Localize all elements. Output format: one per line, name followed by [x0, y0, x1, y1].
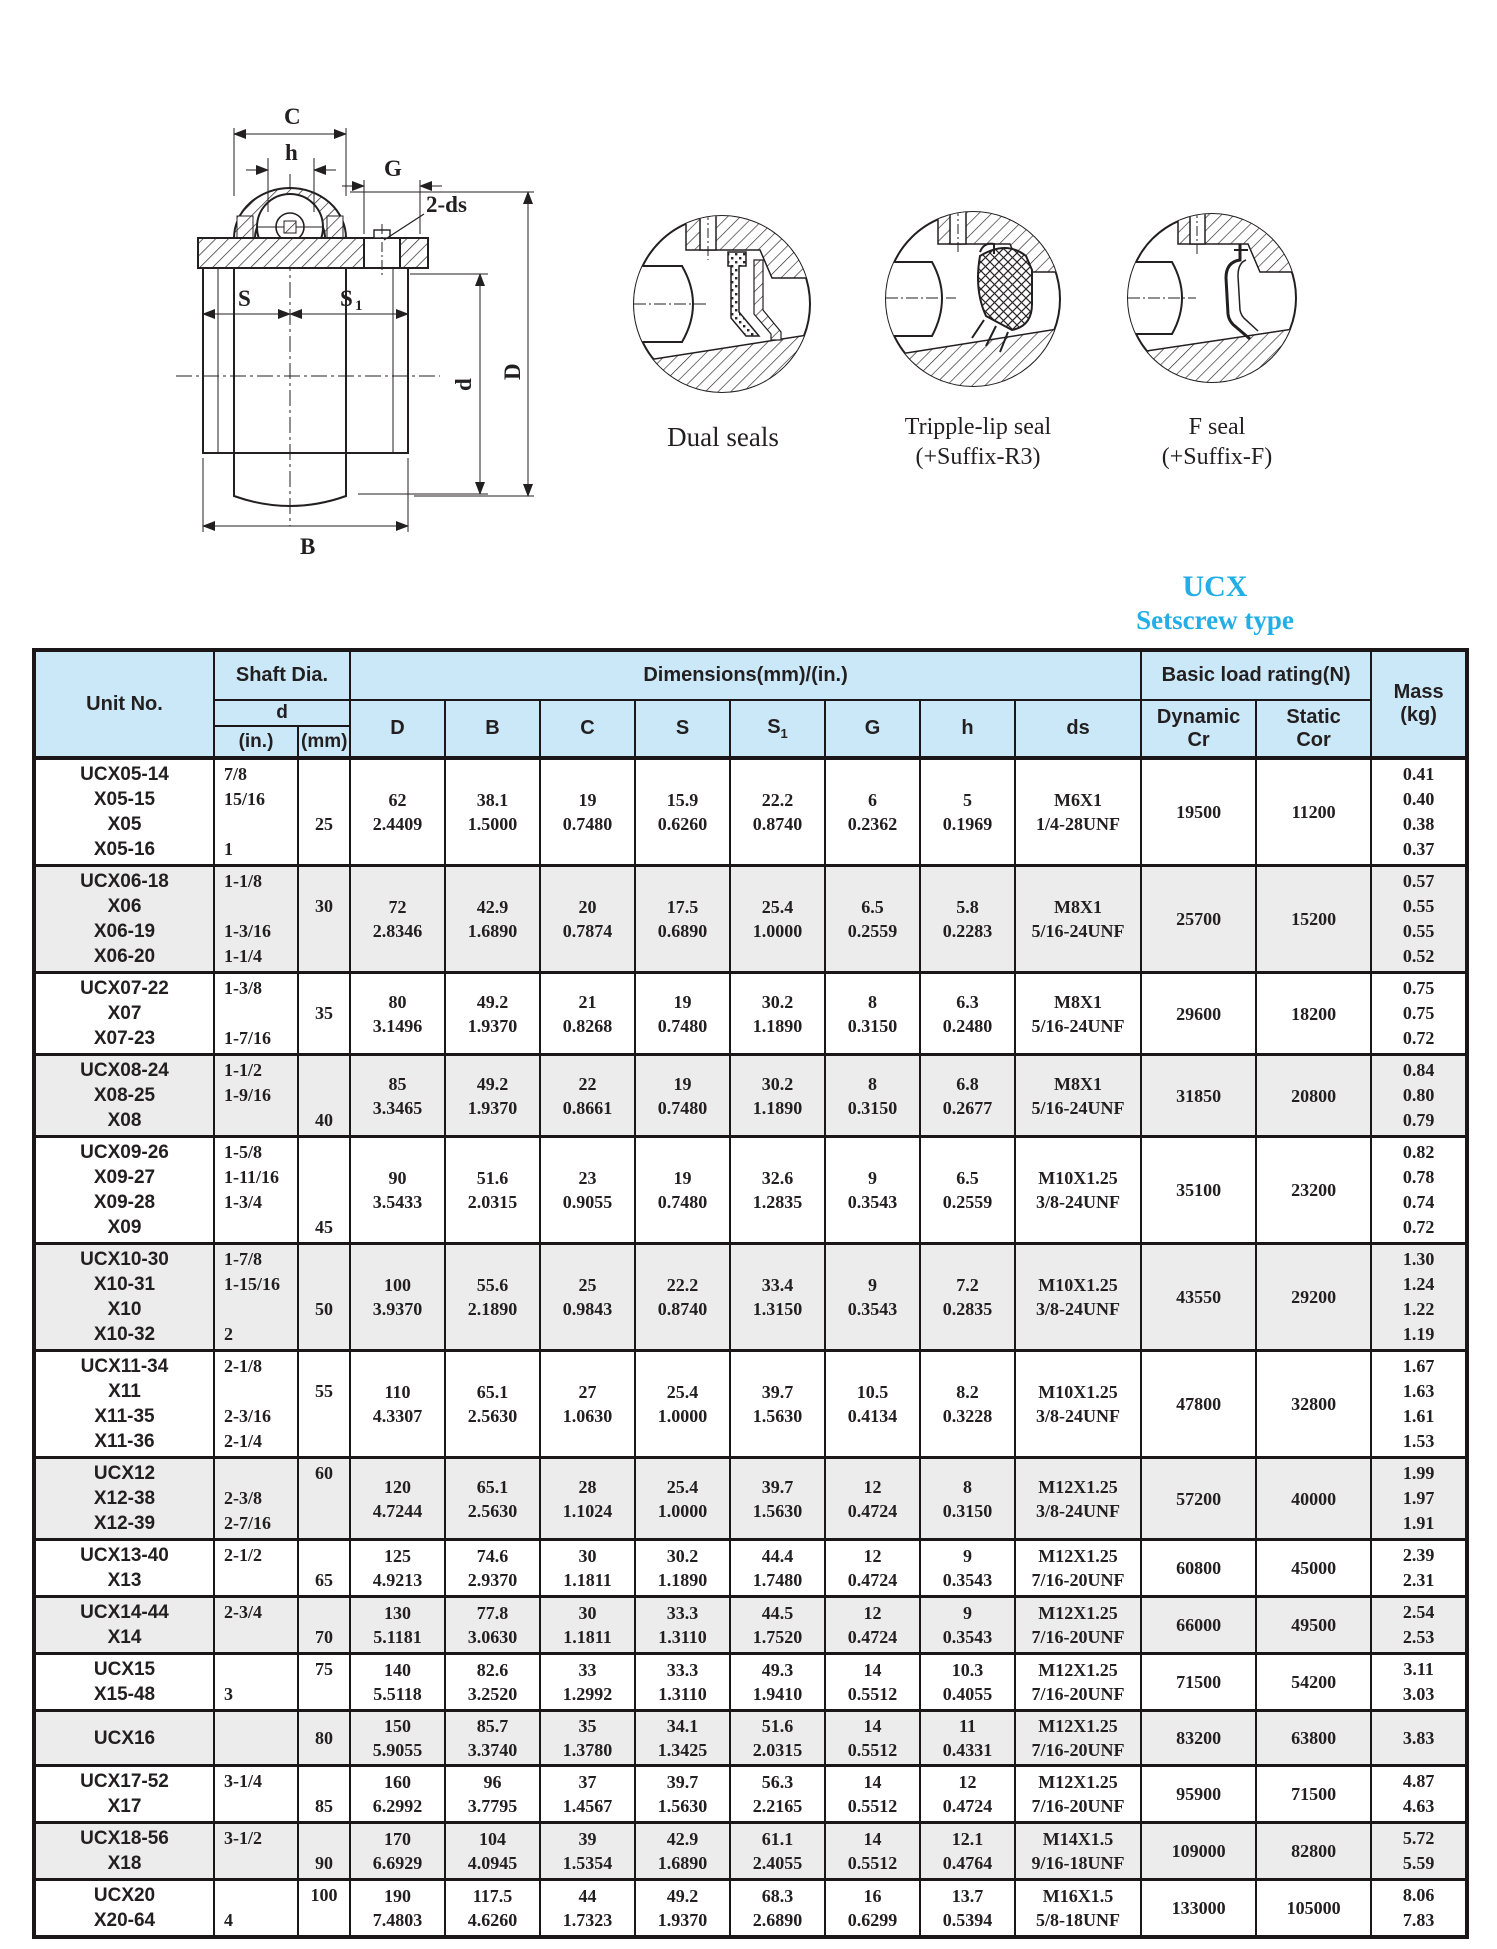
series-subtitle: Setscrew type — [1136, 605, 1294, 635]
dim-G-cell: 12 0.4724 — [825, 1540, 920, 1597]
dim-C-cell: 21 0.8268 — [540, 973, 635, 1055]
dim-S1-cell: 44.4 1.7480 — [730, 1540, 825, 1597]
f-seal-diagram — [1124, 210, 1300, 386]
dim-label-d: d — [451, 378, 476, 391]
dim-C-cell: 44 1.7323 — [540, 1880, 635, 1938]
dim-h-cell: 13.7 0.5394 — [920, 1880, 1015, 1938]
dim-h-cell: 7.2 0.2835 — [920, 1244, 1015, 1351]
col-dynamic-cr-header: Dynamic Cr — [1141, 700, 1256, 758]
mass-cell: 1.99 1.97 1.91 — [1371, 1458, 1467, 1540]
d-header: d — [214, 700, 350, 726]
shaft-dia-in-cell: 3-1/4 — [214, 1766, 298, 1823]
unit-no-cell: UCX09-26 X09-27 X09-28 X09 — [34, 1137, 214, 1244]
mass-cell: 0.57 0.55 0.55 0.52 — [1371, 866, 1467, 973]
shaft-dia-mm-cell: 25 — [298, 758, 350, 866]
dynamic-cr-cell: 43550 — [1141, 1244, 1256, 1351]
dim-C-cell: 35 1.3780 — [540, 1711, 635, 1766]
dim-label-S: S — [238, 286, 251, 311]
dim-label-h: h — [285, 140, 298, 165]
dim-S1-cell: 68.3 2.6890 — [730, 1880, 825, 1938]
dim-B-cell: 42.9 1.6890 — [445, 866, 540, 973]
dim-D-cell: 150 5.9055 — [350, 1711, 445, 1766]
dim-B-cell: 51.6 2.0315 — [445, 1137, 540, 1244]
dim-S-cell: 42.9 1.6890 — [635, 1823, 730, 1880]
dimensions-header: Dimensions(mm)/(in.) — [350, 650, 1141, 700]
unit-no-header: Unit No. — [34, 650, 214, 758]
dim-h-cell: 6.5 0.2559 — [920, 1137, 1015, 1244]
static-cor-cell: 105000 — [1256, 1880, 1371, 1938]
dim-ds-cell: M12X1.25 3/8-24UNF — [1015, 1458, 1141, 1540]
tripple-lip-seal-caption — [858, 412, 1098, 472]
dim-S-cell: 25.4 1.0000 — [635, 1351, 730, 1458]
dim-ds-cell: M8X1 5/16-24UNF — [1015, 866, 1141, 973]
dim-ds-cell: M12X1.25 7/16-20UNF — [1015, 1711, 1141, 1766]
table-row — [34, 1458, 1467, 1540]
dim-S-cell: 39.7 1.5630 — [635, 1766, 730, 1823]
mass-cell: 0.75 0.75 0.72 — [1371, 973, 1467, 1055]
dim-B-cell: 65.1 2.5630 — [445, 1351, 540, 1458]
shaft-dia-in-cell: 1-5/8 1-11/16 1-3/4 — [214, 1137, 298, 1244]
dim-S1-cell: 30.2 1.1890 — [730, 973, 825, 1055]
dim-label-D: D — [500, 363, 525, 380]
dim-S1-cell: 32.6 1.2835 — [730, 1137, 825, 1244]
shaft-dia-in-cell: 4 — [214, 1880, 298, 1938]
dim-ds-cell: M6X1 1/4-28UNF — [1015, 758, 1141, 866]
dim-ds-cell: M10X1.25 3/8-24UNF — [1015, 1244, 1141, 1351]
dim-D-cell: 80 3.1496 — [350, 973, 445, 1055]
dim-B-cell: 104 4.0945 — [445, 1823, 540, 1880]
static-cor-cell: 15200 — [1256, 866, 1371, 973]
mass-cell: 5.72 5.59 — [1371, 1823, 1467, 1880]
unit-no-cell: UCX08-24 X08-25 X08 — [34, 1055, 214, 1137]
dim-C-cell: 20 0.7874 — [540, 866, 635, 973]
dim-G-cell: 12 0.4724 — [825, 1458, 920, 1540]
tripple-lip-seal-diagram — [882, 208, 1064, 390]
dynamic-cr-cell: 83200 — [1141, 1711, 1256, 1766]
dim-G-cell: 6.5 0.2559 — [825, 866, 920, 973]
dim-S-cell: 25.4 1.0000 — [635, 1458, 730, 1540]
unit-no-cell: UCX10-30 X10-31 X10 X10-32 — [34, 1244, 214, 1351]
dynamic-cr-cell: 47800 — [1141, 1351, 1256, 1458]
dim-D-cell: 160 6.2992 — [350, 1766, 445, 1823]
dim-S-cell: 19 0.7480 — [635, 1055, 730, 1137]
unit-no-cell: UCX14-44 X14 — [34, 1597, 214, 1654]
shaft-dia-mm-cell: 70 — [298, 1597, 350, 1654]
dim-G-cell: 8 0.3150 — [825, 1055, 920, 1137]
table-row — [34, 1137, 1467, 1244]
shaft-dia-mm-cell: 40 — [298, 1055, 350, 1137]
table-row — [34, 1055, 1467, 1137]
shaft-dia-mm-cell: 30 — [298, 866, 350, 973]
table-row — [34, 1880, 1467, 1938]
bearing-cross-section-drawing — [128, 46, 568, 566]
dim-label-B: B — [300, 534, 316, 559]
dim-S1-cell: 56.3 2.2165 — [730, 1766, 825, 1823]
dynamic-cr-cell: 35100 — [1141, 1137, 1256, 1244]
shaft-dia-in-cell: 7/8 15/16 1 — [214, 758, 298, 866]
dim-S-cell: 19 0.7480 — [635, 973, 730, 1055]
static-cor-cell: 32800 — [1256, 1351, 1371, 1458]
dim-h-cell: 11 0.4331 — [920, 1711, 1015, 1766]
static-cor-cell: 82800 — [1256, 1823, 1371, 1880]
dim-G-cell: 9 0.3543 — [825, 1244, 920, 1351]
dim-D-cell: 125 4.9213 — [350, 1540, 445, 1597]
table-row — [34, 758, 1467, 866]
col-G-header: G — [825, 700, 920, 758]
dynamic-cr-cell: 66000 — [1141, 1597, 1256, 1654]
dynamic-cr-cell: 25700 — [1141, 866, 1256, 973]
static-cor-cell: 63800 — [1256, 1711, 1371, 1766]
shaft-dia-mm-cell: 75 — [298, 1654, 350, 1711]
dim-label-S1-sub: 1 — [355, 298, 363, 314]
dim-G-cell: 14 0.5512 — [825, 1823, 920, 1880]
seal-caption-line: Dual seals — [667, 422, 779, 452]
unit-no-cell: UCX06-18 X06 X06-19 X06-20 — [34, 866, 214, 973]
dim-S-cell: 30.2 1.1890 — [635, 1540, 730, 1597]
mass-cell: 3.83 — [1371, 1711, 1467, 1766]
dynamic-cr-cell: 60800 — [1141, 1540, 1256, 1597]
shaft-dia-mm-cell: 45 — [298, 1137, 350, 1244]
dynamic-cr-cell: 71500 — [1141, 1654, 1256, 1711]
dim-label-S1: S — [340, 286, 353, 311]
shaft-dia-in-cell: 1-3/8 1-7/16 — [214, 973, 298, 1055]
dim-S-cell: 19 0.7480 — [635, 1137, 730, 1244]
seal-caption-line: (+Suffix-F) — [1161, 444, 1273, 470]
static-cor-cell: 18200 — [1256, 973, 1371, 1055]
shaft-dia-in-cell: 2-3/8 2-7/16 — [214, 1458, 298, 1540]
table-row — [34, 1351, 1467, 1458]
dim-D-cell: 85 3.3465 — [350, 1055, 445, 1137]
mass-cell: 2.39 2.31 — [1371, 1540, 1467, 1597]
dim-S1-cell: 33.4 1.3150 — [730, 1244, 825, 1351]
mass-cell: 4.87 4.63 — [1371, 1766, 1467, 1823]
dim-D-cell: 130 5.1181 — [350, 1597, 445, 1654]
dim-h-cell: 12 0.4724 — [920, 1766, 1015, 1823]
dim-C-cell: 25 0.9843 — [540, 1244, 635, 1351]
dim-G-cell: 12 0.4724 — [825, 1597, 920, 1654]
seal-caption-line: Tripple-lip seal — [904, 414, 1052, 440]
dim-ds-cell: M12X1.25 7/16-20UNF — [1015, 1597, 1141, 1654]
shaft-dia-in-cell: 1-7/8 1-15/16 2 — [214, 1244, 298, 1351]
dim-B-cell: 65.1 2.5630 — [445, 1458, 540, 1540]
shaft-dia-in-cell: 3 — [214, 1654, 298, 1711]
mass-cell: 0.41 0.40 0.38 0.37 — [1371, 758, 1467, 866]
shaft-dia-mm-cell: 60 — [298, 1458, 350, 1540]
dim-label-2ds: 2-ds — [426, 192, 467, 217]
dim-D-cell: 120 4.7244 — [350, 1458, 445, 1540]
dim-C-cell: 37 1.4567 — [540, 1766, 635, 1823]
table-row — [34, 1540, 1467, 1597]
static-cor-cell: 54200 — [1256, 1654, 1371, 1711]
dynamic-cr-cell: 109000 — [1141, 1823, 1256, 1880]
unit-no-cell: UCX18-56 X18 — [34, 1823, 214, 1880]
dim-D-cell: 140 5.5118 — [350, 1654, 445, 1711]
dim-G-cell: 16 0.6299 — [825, 1880, 920, 1938]
dim-ds-cell: M10X1.25 3/8-24UNF — [1015, 1351, 1141, 1458]
dim-D-cell: 110 4.3307 — [350, 1351, 445, 1458]
mass-cell: 0.84 0.80 0.79 — [1371, 1055, 1467, 1137]
dim-G-cell: 14 0.5512 — [825, 1766, 920, 1823]
dim-B-cell: 49.2 1.9370 — [445, 973, 540, 1055]
dim-D-cell: 90 3.5433 — [350, 1137, 445, 1244]
dim-G-cell: 14 0.5512 — [825, 1654, 920, 1711]
table-row — [34, 866, 1467, 973]
shaft-dia-in-cell — [214, 1711, 298, 1766]
dim-C-cell: 28 1.1024 — [540, 1458, 635, 1540]
dim-S-cell: 22.2 0.8740 — [635, 1244, 730, 1351]
shaft-dia-in-cell: 2-1/2 — [214, 1540, 298, 1597]
dynamic-cr-cell: 95900 — [1141, 1766, 1256, 1823]
dim-B-cell: 82.6 3.2520 — [445, 1654, 540, 1711]
static-cor-cell: 40000 — [1256, 1458, 1371, 1540]
shaft-dia-in-cell: 1-1/8 1-3/16 1-1/4 — [214, 866, 298, 973]
shaft-dia-mm-cell: 65 — [298, 1540, 350, 1597]
top-drawings-section — [0, 0, 1497, 648]
spec-table — [32, 648, 1469, 1939]
dim-ds-cell: M14X1.5 9/16-18UNF — [1015, 1823, 1141, 1880]
unit-no-cell: UCX05-14 X05-15 X05 X05-16 — [34, 758, 214, 866]
static-cor-cell: 29200 — [1256, 1244, 1371, 1351]
dim-S-cell: 17.5 0.6890 — [635, 866, 730, 973]
dim-S1-cell: 22.2 0.8740 — [730, 758, 825, 866]
shaft-dia-in-cell: 2-1/8 2-3/16 2-1/4 — [214, 1351, 298, 1458]
table-row — [34, 1823, 1467, 1880]
dim-D-cell: 62 2.4409 — [350, 758, 445, 866]
dim-ds-cell: M16X1.5 5/8-18UNF — [1015, 1880, 1141, 1938]
dim-C-cell: 19 0.7480 — [540, 758, 635, 866]
dim-G-cell: 14 0.5512 — [825, 1711, 920, 1766]
seal-caption-line: (+Suffix-R3) — [915, 444, 1041, 470]
dim-S1-cell: 39.7 1.5630 — [730, 1458, 825, 1540]
mass-cell: 3.11 3.03 — [1371, 1654, 1467, 1711]
shaft-dia-mm-cell: 55 — [298, 1351, 350, 1458]
basic-load-header: Basic load rating(N) — [1141, 650, 1371, 700]
dim-S1-cell: 30.2 1.1890 — [730, 1055, 825, 1137]
dim-S1-cell: 51.6 2.0315 — [730, 1711, 825, 1766]
dim-ds-cell: M8X1 5/16-24UNF — [1015, 1055, 1141, 1137]
mm-header: (mm) — [298, 726, 350, 758]
dim-S-cell: 33.3 1.3110 — [635, 1597, 730, 1654]
table-header — [34, 650, 1467, 758]
dim-G-cell: 9 0.3543 — [825, 1137, 920, 1244]
mass-header-line: (kg) — [1400, 704, 1437, 726]
mass-cell: 2.54 2.53 — [1371, 1597, 1467, 1654]
f-seal-caption — [1102, 412, 1332, 472]
dim-B-cell: 49.2 1.9370 — [445, 1055, 540, 1137]
dim-B-cell: 38.1 1.5000 — [445, 758, 540, 866]
dim-B-cell: 55.6 2.1890 — [445, 1244, 540, 1351]
dim-h-cell: 8 0.3150 — [920, 1458, 1015, 1540]
dim-C-cell: 22 0.8661 — [540, 1055, 635, 1137]
dim-S-cell: 33.3 1.3110 — [635, 1654, 730, 1711]
dual-seals-diagram — [630, 212, 814, 396]
dim-B-cell: 77.8 3.0630 — [445, 1597, 540, 1654]
col-C-header: C — [540, 700, 635, 758]
shaft-dia-mm-cell: 90 — [298, 1823, 350, 1880]
unit-no-cell: UCX15 X15-48 — [34, 1654, 214, 1711]
mass-cell: 1.30 1.24 1.22 1.19 — [1371, 1244, 1467, 1351]
dim-S1-cell: 49.3 1.9410 — [730, 1654, 825, 1711]
mass-header-line: Mass — [1393, 681, 1444, 703]
dim-G-cell: 6 0.2362 — [825, 758, 920, 866]
col-S1-header: $S_1$ — [730, 700, 825, 758]
dynamic-cr-cell: 133000 — [1141, 1880, 1256, 1938]
shaft-dia-in-cell: 1-1/2 1-9/16 — [214, 1055, 298, 1137]
mass-cell: 0.82 0.78 0.74 0.72 — [1371, 1137, 1467, 1244]
col-static-cor-header: Static Cor — [1256, 700, 1371, 758]
dim-D-cell: 72 2.8346 — [350, 866, 445, 973]
col-h-header: h — [920, 700, 1015, 758]
dim-S-cell: 15.9 0.6260 — [635, 758, 730, 866]
static-cor-cell: 11200 — [1256, 758, 1371, 866]
shaft-dia-mm-cell: 80 — [298, 1711, 350, 1766]
dim-h-cell: 6.3 0.2480 — [920, 973, 1015, 1055]
dynamic-cr-cell: 19500 — [1141, 758, 1256, 866]
in-header: (in.) — [214, 726, 298, 758]
dim-C-cell: 23 0.9055 — [540, 1137, 635, 1244]
col-D-header: D — [350, 700, 445, 758]
dynamic-cr-cell: 57200 — [1141, 1458, 1256, 1540]
series-name: UCX — [1182, 570, 1248, 603]
dim-ds-cell: M12X1.25 7/16-20UNF — [1015, 1654, 1141, 1711]
mass-cell: 8.06 7.83 — [1371, 1880, 1467, 1938]
col-B-header: B — [445, 700, 540, 758]
dim-label-C: C — [284, 104, 301, 129]
dim-S-cell: 34.1 1.3425 — [635, 1711, 730, 1766]
dim-S1-cell: 44.5 1.7520 — [730, 1597, 825, 1654]
dim-label-G: G — [384, 156, 402, 181]
table-row — [34, 1766, 1467, 1823]
static-cor-cell: 20800 — [1256, 1055, 1371, 1137]
dual-seals-caption — [608, 422, 838, 453]
table-row — [34, 1597, 1467, 1654]
dim-h-cell: 6.8 0.2677 — [920, 1055, 1015, 1137]
unit-no-cell: UCX20 X20-64 — [34, 1880, 214, 1938]
dynamic-cr-cell: 31850 — [1141, 1055, 1256, 1137]
unit-no-cell: UCX13-40 X13 — [34, 1540, 214, 1597]
static-cor-cell: 49500 — [1256, 1597, 1371, 1654]
dim-C-cell: 30 1.1811 — [540, 1597, 635, 1654]
dim-h-cell: 5.8 0.2283 — [920, 866, 1015, 973]
dim-S1-cell: 39.7 1.5630 — [730, 1351, 825, 1458]
shaft-dia-in-cell: 2-3/4 — [214, 1597, 298, 1654]
shaft-dia-mm-cell: 85 — [298, 1766, 350, 1823]
mass-cell: 1.67 1.63 1.61 1.53 — [1371, 1351, 1467, 1458]
dim-D-cell: 100 3.9370 — [350, 1244, 445, 1351]
shaft-dia-in-cell: 3-1/2 — [214, 1823, 298, 1880]
unit-no-cell: UCX12 X12-38 X12-39 — [34, 1458, 214, 1540]
mass-header — [1371, 650, 1467, 758]
dim-C-cell: 39 1.5354 — [540, 1823, 635, 1880]
table-row — [34, 1244, 1467, 1351]
shaft-dia-mm-cell: 50 — [298, 1244, 350, 1351]
table-row — [34, 1711, 1467, 1766]
dim-ds-cell: M8X1 5/16-24UNF — [1015, 973, 1141, 1055]
unit-no-cell: UCX17-52 X17 — [34, 1766, 214, 1823]
dim-C-cell: 30 1.1811 — [540, 1540, 635, 1597]
shaft-dia-mm-cell: 35 — [298, 973, 350, 1055]
series-title — [1080, 570, 1350, 636]
dim-B-cell: 74.6 2.9370 — [445, 1540, 540, 1597]
dim-h-cell: 10.3 0.4055 — [920, 1654, 1015, 1711]
dynamic-cr-cell: 29600 — [1141, 973, 1256, 1055]
shaft-dia-header: Shaft Dia. — [214, 650, 350, 700]
unit-no-cell: UCX11-34 X11 X11-35 X11-36 — [34, 1351, 214, 1458]
dim-ds-cell: M12X1.25 7/16-20UNF — [1015, 1766, 1141, 1823]
dim-B-cell: 117.5 4.6260 — [445, 1880, 540, 1938]
dim-h-cell: 9 0.3543 — [920, 1597, 1015, 1654]
dim-S1-cell: 25.4 1.0000 — [730, 866, 825, 973]
dim-C-cell: 27 1.0630 — [540, 1351, 635, 1458]
unit-no-cell: UCX07-22 X07 X07-23 — [34, 973, 214, 1055]
seal-caption-line: F seal — [1188, 414, 1246, 440]
dim-B-cell: 85.7 3.3740 — [445, 1711, 540, 1766]
dim-S-cell: 49.2 1.9370 — [635, 1880, 730, 1938]
dim-G-cell: 8 0.3150 — [825, 973, 920, 1055]
static-cor-cell: 23200 — [1256, 1137, 1371, 1244]
unit-no-cell: UCX16 — [34, 1711, 214, 1766]
shaft-dia-mm-cell: 100 — [298, 1880, 350, 1938]
dim-h-cell: 9 0.3543 — [920, 1540, 1015, 1597]
table-row — [34, 1654, 1467, 1711]
dim-h-cell: 5 0.1969 — [920, 758, 1015, 866]
table-row — [34, 973, 1467, 1055]
dim-ds-cell: M12X1.25 7/16-20UNF — [1015, 1540, 1141, 1597]
dim-G-cell: 10.5 0.4134 — [825, 1351, 920, 1458]
static-cor-cell: 45000 — [1256, 1540, 1371, 1597]
static-cor-cell: 71500 — [1256, 1766, 1371, 1823]
col-ds-header: ds — [1015, 700, 1141, 758]
dim-ds-cell: M10X1.25 3/8-24UNF — [1015, 1137, 1141, 1244]
dim-S1-cell: 61.1 2.4055 — [730, 1823, 825, 1880]
dim-h-cell: 12.1 0.4764 — [920, 1823, 1015, 1880]
dim-D-cell: 190 7.4803 — [350, 1880, 445, 1938]
dim-B-cell: 96 3.7795 — [445, 1766, 540, 1823]
spec-table-body — [34, 758, 1467, 1937]
col-S-header: S — [635, 700, 730, 758]
dim-D-cell: 170 6.6929 — [350, 1823, 445, 1880]
dim-h-cell: 8.2 0.3228 — [920, 1351, 1015, 1458]
dim-C-cell: 33 1.2992 — [540, 1654, 635, 1711]
